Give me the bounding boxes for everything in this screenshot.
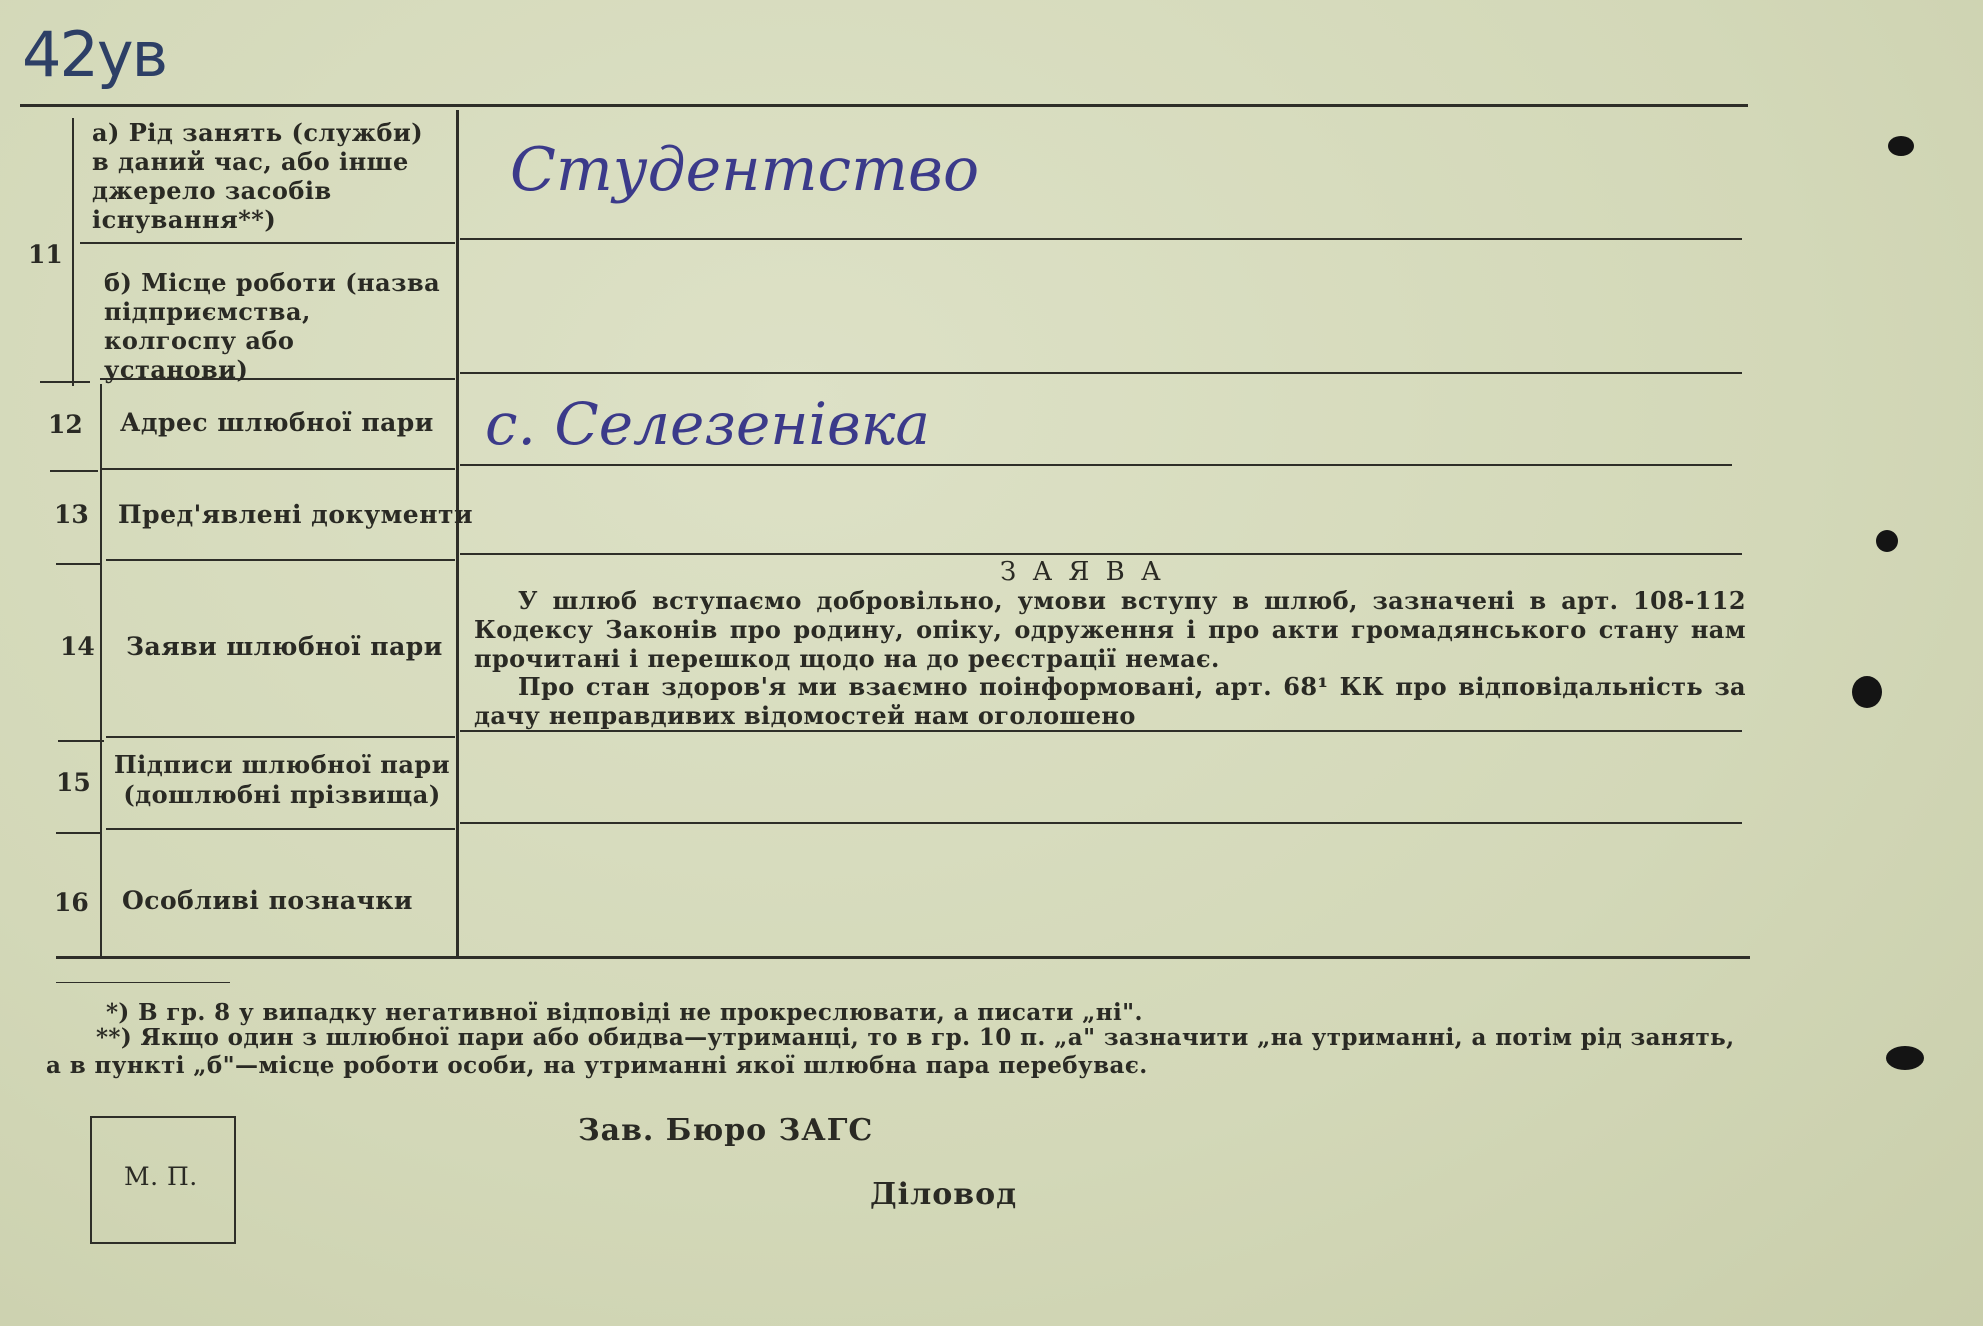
row-13-label: Пред'явлені документи (118, 500, 474, 529)
punch-hole (1876, 530, 1898, 552)
rule-13-bottom-num (56, 563, 102, 565)
row-11a-label: а) Рід занять (служби) в даний час, або інше джерело засобів існування**) (92, 118, 424, 234)
row-14-label: Заяви шлюбної пари (126, 632, 443, 661)
head-label: Зав. Бюро ЗАГС (578, 1113, 874, 1148)
row-12-number: 12 (48, 410, 83, 439)
row-16-number: 16 (54, 888, 89, 917)
label-column-right-border (456, 110, 459, 956)
label-column-left-border-2 (100, 384, 102, 958)
rule-14-bottom-num (58, 740, 104, 742)
row-12-label: Адрес шлюбної пари (120, 408, 434, 437)
row-15-label: Підписи шлюбної пари (дошлюбні прізвища) (114, 750, 450, 809)
clerk-label: Діловод (870, 1177, 1018, 1212)
statement-paragraph-1: У шлюб вступаємо добровільно, умови вступу в шлюб, зазначені в арт. 108-112 Кодексу Законів про родину, опіку, одруження і про акти громадянського стану нам прочитані і перешкод щодо на до реєстрації немає. (474, 586, 1746, 673)
punch-hole (1886, 1046, 1924, 1070)
rule-11a-value (460, 238, 1742, 240)
rule-12-bottom (100, 468, 455, 470)
statement-title: З А Я В А (1000, 557, 1165, 587)
archive-mark: 42ув (22, 18, 167, 91)
rule-15-bottom-value (460, 822, 1742, 824)
rule-13-bottom (106, 559, 455, 561)
row-15-number: 15 (56, 768, 91, 797)
rule-11a (80, 242, 455, 244)
row-14-number: 14 (60, 632, 95, 661)
punch-hole (1888, 136, 1914, 156)
rule-14-bottom (106, 736, 455, 738)
rule-12-bottom-num (50, 470, 98, 472)
punch-hole (1852, 676, 1882, 708)
rule-11-bottom-value (460, 372, 1742, 374)
table-bottom-rule (56, 956, 1750, 959)
row-12-value: с. Селезенівка (485, 390, 930, 458)
row-11a-value: Студентство (510, 135, 980, 205)
row-13-number: 13 (54, 500, 89, 529)
footnote-separator (56, 982, 230, 983)
rule-14-bottom-value (460, 730, 1742, 732)
rule-15-bottom (106, 828, 455, 830)
table-top-rule (20, 104, 1748, 107)
rule-15-bottom-num (56, 832, 102, 834)
rule-13-bottom-value (460, 553, 1742, 555)
footnote-2: **) Якщо один з шлюбної пари або обидва—утриманці, то в гр. 10 п. „а" зазначити „на утриманні, а потім рід занять, а в пункті „б"—місце роботи особи, на утриманні якої шлюбна пара перебуває. (46, 1024, 1735, 1079)
footnote-1: *) В гр. 8 у випадку негативної відповіді не прокреслювати, а писати „ні". (106, 999, 1143, 1026)
statement-paragraph-2: Про стан здоров'я ми взаємно поінформовані, арт. 68¹ КК про відповідальність за дачу неправдивих відомостей нам оголошено (474, 672, 1746, 730)
label-column-left-border (72, 118, 74, 386)
row-11-number: 11 (28, 240, 63, 269)
row-11b-label: б) Місце роботи (назва підприємства, колгоспу або установи) (104, 268, 441, 384)
row-16-label: Особливі позначки (122, 886, 413, 915)
stamp-label: М. П. (124, 1162, 198, 1191)
rule-11-bottom-num (40, 381, 90, 383)
rule-12-bottom-value (460, 464, 1732, 466)
